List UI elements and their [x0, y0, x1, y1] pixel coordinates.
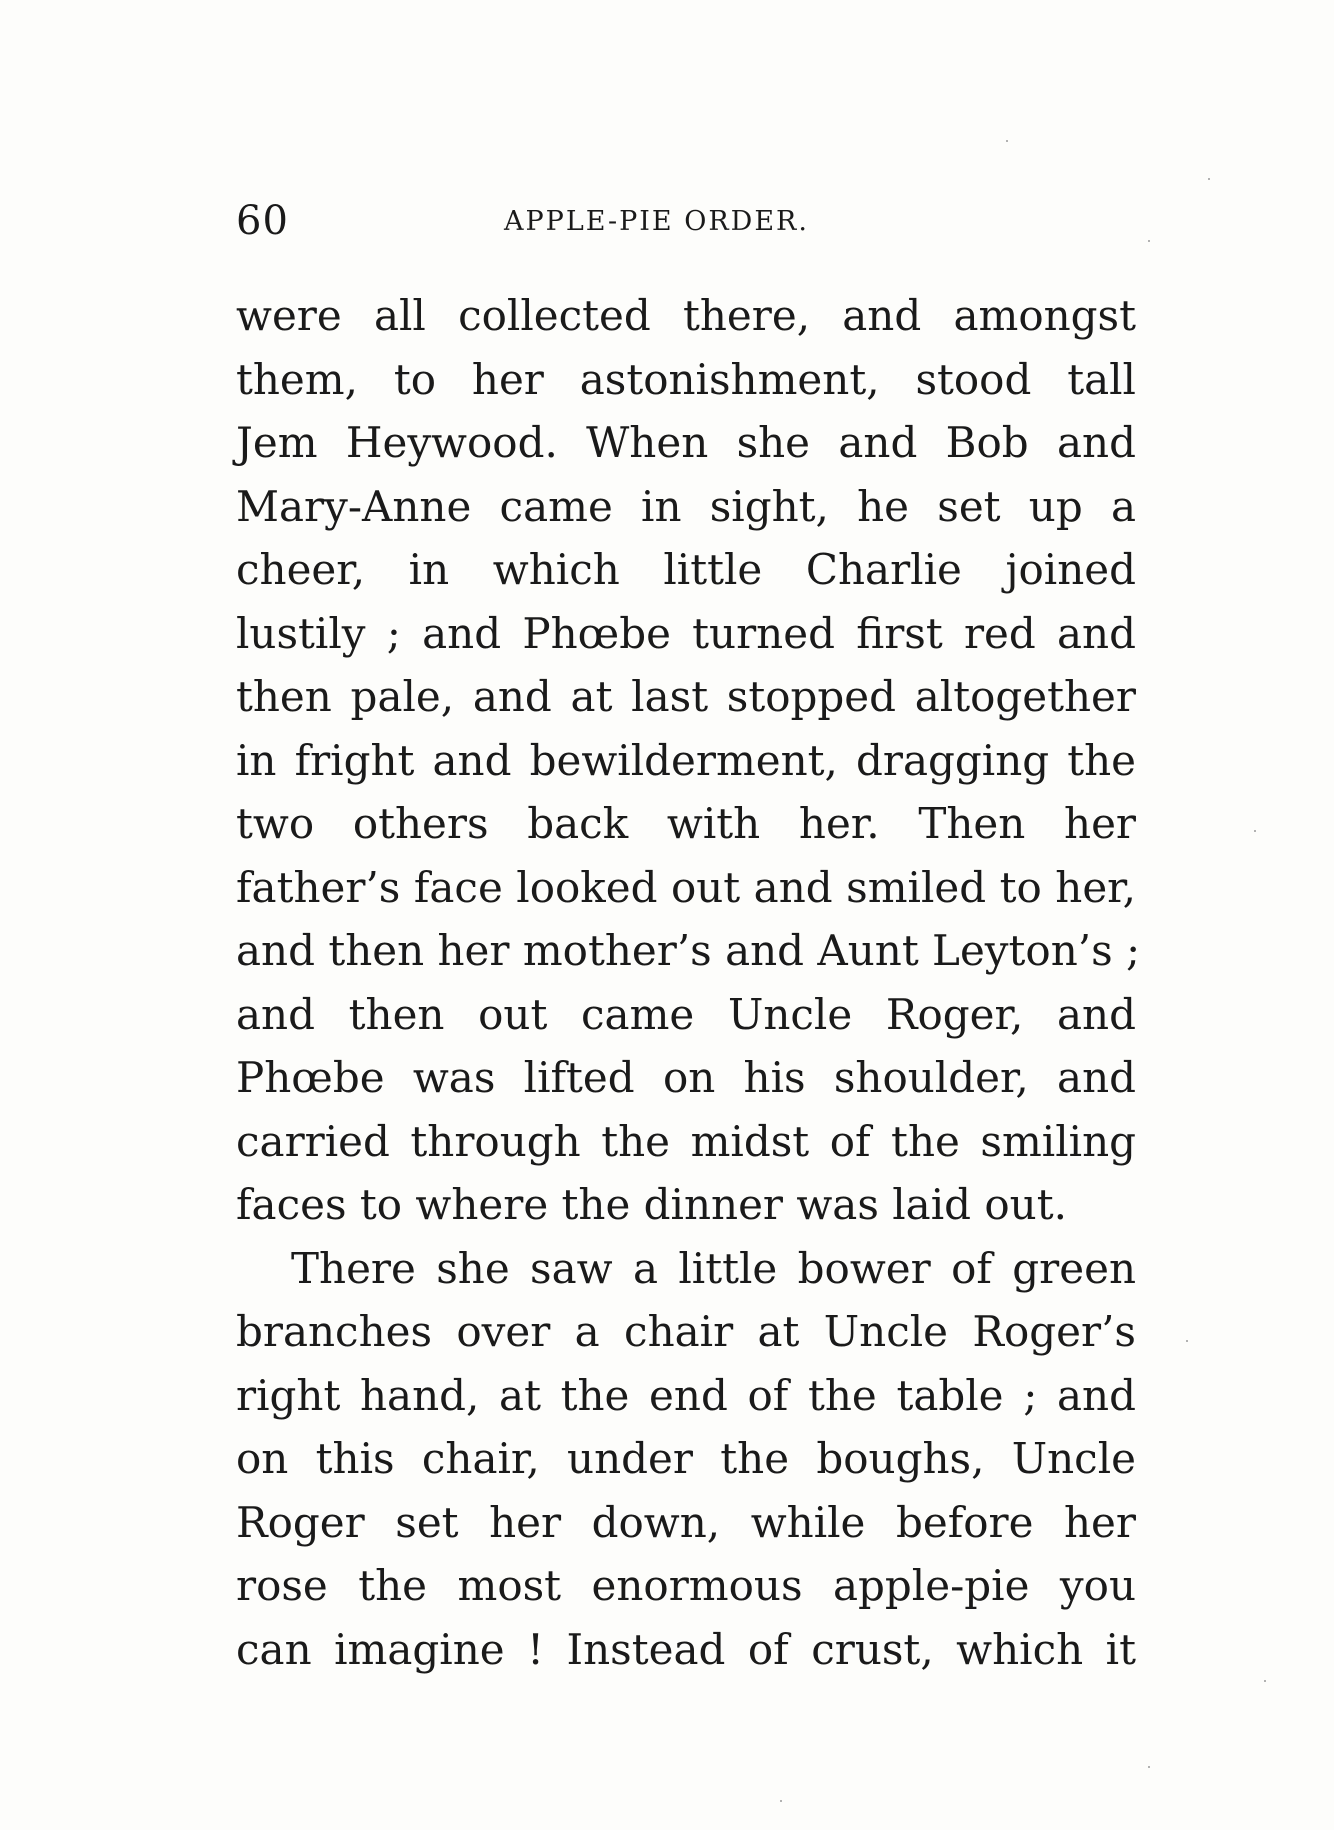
text-line: Phœbe was lifted on his shoulder, and — [236, 1053, 1136, 1102]
paper-speck — [1254, 830, 1256, 832]
paragraph-1 — [236, 284, 1141, 1237]
running-head — [236, 198, 1136, 258]
text-line: can imagine ! Instead of crust, which it — [236, 1624, 1136, 1674]
paper-speck — [1186, 1340, 1188, 1342]
text-line: right hand, at the end of the table ; and — [236, 1370, 1136, 1420]
paper-speck — [1208, 178, 1210, 180]
paper-speck — [1006, 140, 1008, 142]
text-line: Mary-Anne came in sight, he set up a — [236, 481, 1136, 531]
text-line: father’s face looked out and smiled to her, — [236, 862, 1136, 912]
text-line: rose the most enormous apple-pie you — [236, 1561, 1136, 1610]
text-line: them, to her astonishment, stood tall — [236, 354, 1136, 404]
paragraph-2 — [236, 1237, 1136, 1682]
text-line: Roger set her down, while before her — [236, 1497, 1136, 1547]
text-line: cheer, in which little Charlie joined — [236, 545, 1136, 594]
text-line: There she saw a little bower of green — [291, 1243, 1136, 1293]
text-line: faces to where the dinner was laid out. — [236, 1180, 1067, 1229]
text-line: and then out came Uncle Roger, and — [236, 989, 1136, 1039]
body-text — [236, 284, 1141, 1681]
paper-speck — [1264, 1680, 1266, 1682]
paper-speck — [1148, 1766, 1150, 1768]
text-line: branches over a chair at Uncle Roger’s — [236, 1307, 1136, 1356]
text-line: on this chair, under the boughs, Uncle — [236, 1434, 1136, 1483]
text-line: Jem Heywood. When she and Bob and — [236, 418, 1136, 467]
paper-speck — [780, 1800, 782, 1802]
text-line: two others back with her. Then her — [236, 799, 1136, 848]
text-line: lustily ; and Phœbe turned first red and — [236, 608, 1136, 658]
paper-speck — [1148, 240, 1150, 242]
running-title: APPLE-PIE ORDER. — [504, 206, 809, 237]
text-line: and then her mother’s and Aunt Leyton’s ; — [236, 926, 1141, 975]
page-number: 60 — [236, 198, 289, 244]
text-line: in fright and bewilderment, dragging the — [236, 735, 1136, 785]
text-line: were all collected there, and amongst — [236, 291, 1136, 340]
text-line: carried through the midst of the smiling — [236, 1116, 1136, 1166]
text-line: then pale, and at last stopped altogether — [236, 672, 1136, 721]
